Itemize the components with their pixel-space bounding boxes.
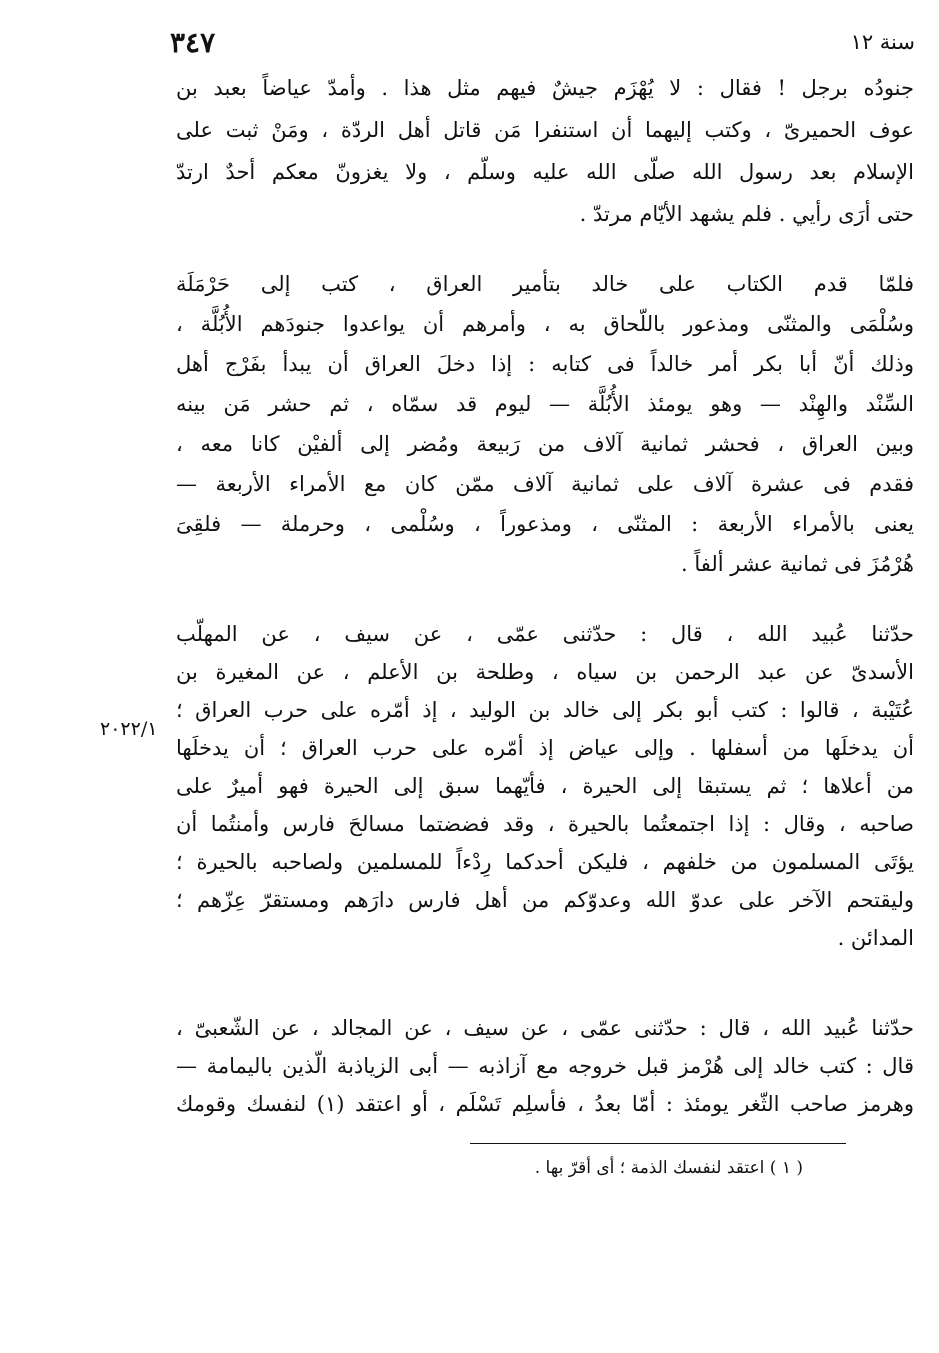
text-line: وليقتحم الآخر على عدوّ الله وعدوّكم من أهل فارس دارَهم ومستقرّ عِزّهم ؛ <box>176 888 914 912</box>
text-line: حتى أرَى رأيي . فلم يشهد الأيّام مرتدّ . <box>579 202 914 226</box>
footnote: ( ١ ) اعتقد لنفسك الذمة ؛ أى أقرّ بها . <box>534 1158 803 1178</box>
footnote-divider <box>470 1143 846 1144</box>
margin-page-reference: ٢٠٢٢/١ <box>100 718 158 740</box>
text-line: الأسدىّ عن عبد الرحمن بن سياه ، وطلحة بن الأعلم ، عن المغيرة بن <box>176 660 914 684</box>
text-line: حدّثنا عُبيد الله ، قال : حدّثنى عمّى ، عن سيف ، عن المجالد ، عن الشّعبىّ ، <box>176 1016 914 1040</box>
page-number: ٣٤٧ <box>170 26 216 59</box>
text-line: من أعلاها ؛ ثم يستبقا إلى الحيرة ، فأيّهما سبق إلى الحيرة فهو أميرٌ على <box>176 774 914 798</box>
text-line: السِّنْد والهِنْد — وهو يومئذ الأُبُلَّة — ليوم قد سمّاه ، ثم حشر مَن بينه <box>176 392 914 416</box>
text-line: جنودُه برجل ! فقال : لا يُهْزَم جيشٌ فيهم مثل هذا . وأمدّ عياضاً بعبد بن <box>176 76 914 100</box>
text-line: فلمّا قدم الكتاب على خالد بتأمير العراق ، كتب إلى حَرْمَلَة <box>176 272 914 296</box>
text-line: فقدم فى عشرة آلاف على ثمانية آلاف ممّن كان مع الأمراء الأربعة — <box>176 472 914 496</box>
page-header <box>170 26 915 66</box>
text-line: قال : كتب خالد إلى هُرْمز قبل خروجه مع آزاذبه — أبى الزياذبة الّذين باليمامة — <box>176 1054 914 1078</box>
text-line: هُرْمُزَ فى ثمانية عشر ألفاً . <box>680 552 914 576</box>
text-line: يعنى بالأمراء الأربعة : المثنّى ، ومذعوراً ، وسُلْمى ، وحرملة — فلقِىَ <box>176 512 914 536</box>
text-line: الإسلام بعد رسول الله صلّى الله عليه وسلّم ، ولا يغزونّ معكم أحدٌ ارتدّ <box>176 160 914 184</box>
text-line: أن يدخلَها من أسفلها . وإلى عياض إذ أمّره على حرب العراق ؛ أن يدخلَها <box>176 736 914 760</box>
text-line: صاحبه ، وقال : إذا اجتمعتُما بالحيرة ، وقد فضضتما مسالحَ فارس وأمنتُما أن <box>176 812 914 836</box>
text-line: وسُلْمَى والمثنّى ومذعور باللّحاق به ، وأمرهم أن يواعدوا جنودَهم الأُبُلَّة ، <box>176 312 914 336</box>
text-line: حدّثنا عُبيد الله ، قال : حدّثنى عمّى ، عن سيف ، عن المهلّب <box>176 622 914 646</box>
text-line: وهرمز صاحب الثّغر يومئذ : أمّا بعدُ ، فأسلِم تَسْلَم ، أو اعتقد (١) لنفسك وقومك <box>176 1092 914 1116</box>
text-line: وذلك أنّ أبا بكر أمر خالداً فى كتابه : إذا دخلَ العراق أن يبدأ بفَرْج أهل <box>176 352 914 376</box>
text-line: وبين العراق ، فحشر ثمانية آلاف من رَبيعة ومُضر إلى ألفيْن كانا معه ، <box>176 432 914 456</box>
text-line: عُتَيْبة ، قالوا : كتب أبو بكر إلى خالد بن الوليد ، إذ أمّره على حرب العراق ؛ <box>176 698 914 722</box>
running-head: سنة ١٢ <box>850 30 915 54</box>
text-line: يؤتَى المسلمون من خلفهم ، فليكن أحدكما رِدْءاً للمسلمين ولصاحبه بالحيرة ؛ <box>176 850 914 874</box>
text-line: عوف الحميرىّ ، وكتب إليهما أن استنفرا مَن قاتل أهل الردّة ، ومَنْ ثبت على <box>176 118 914 142</box>
text-line: المدائن . <box>837 926 914 950</box>
